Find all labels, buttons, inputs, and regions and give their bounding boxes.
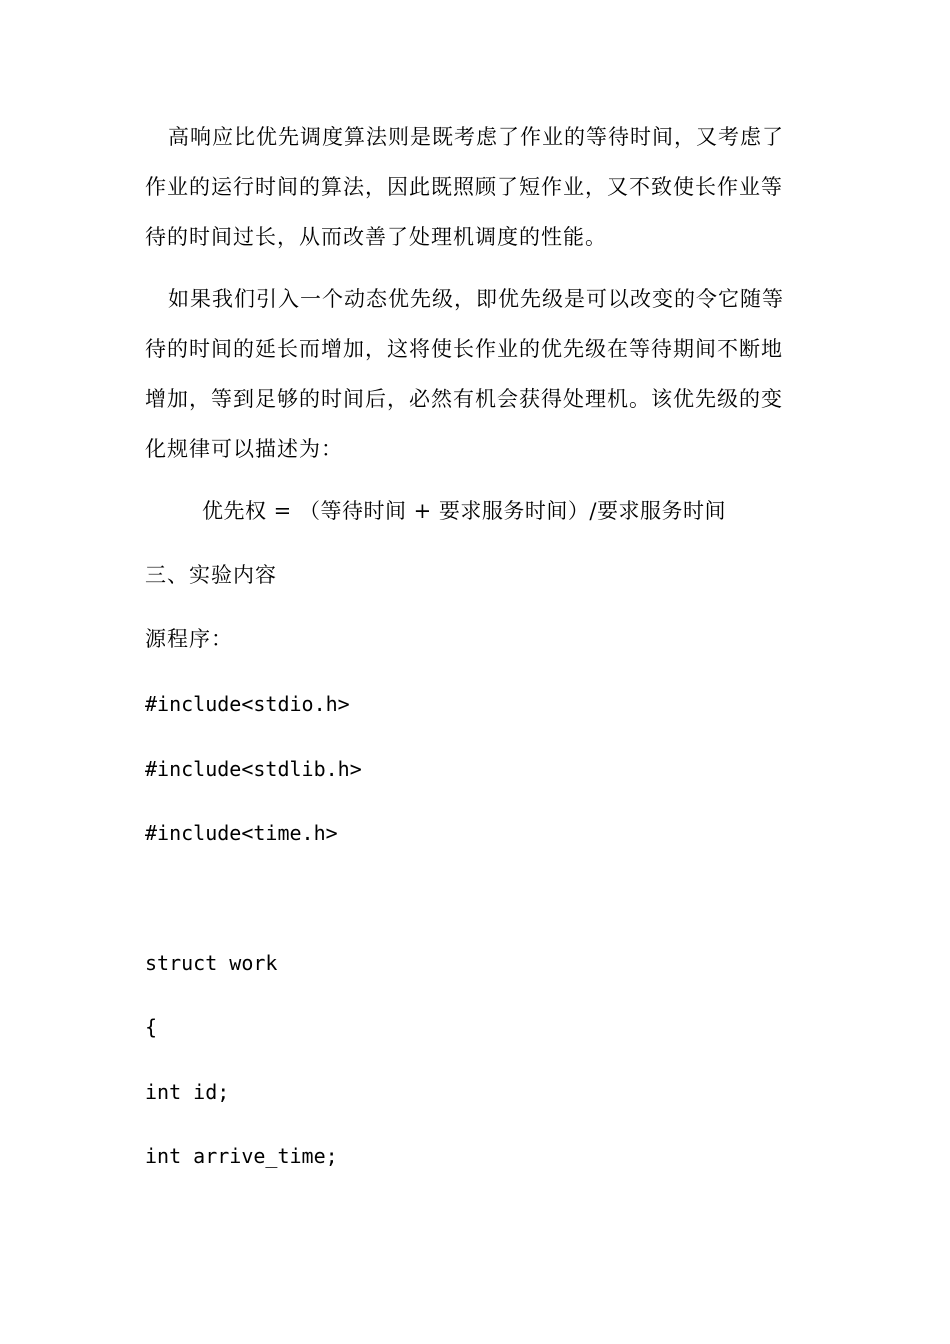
paragraph-2-line-3: 增加，等到足够的时间后，必然有机会获得处理机。该优先级的变 bbox=[145, 387, 783, 411]
code-line-include-stdlib: #include<stdlib.h> bbox=[145, 757, 362, 781]
code-line-include-stdio: #include<stdio.h> bbox=[145, 692, 350, 716]
code-line-struct-work: struct work bbox=[145, 951, 278, 975]
paragraph-2-line-2: 待的时间的延长而增加，这将使长作业的优先级在等待期间不断地 bbox=[145, 337, 783, 361]
paragraph-1-line-1: 高响应比优先调度算法则是既考虑了作业的等待时间，又考虑了 bbox=[168, 125, 784, 149]
code-line-include-time: #include<time.h> bbox=[145, 821, 338, 845]
paragraph-2-line-1: 如果我们引入一个动态优先级，即优先级是可以改变的令它随等 bbox=[168, 287, 784, 311]
code-line-int-id: int id; bbox=[145, 1080, 230, 1104]
code-line-open-brace: { bbox=[145, 1015, 158, 1039]
paragraph-1-line-3: 待的时间过长，从而改善了处理机调度的性能。 bbox=[145, 225, 607, 249]
code-line-int-arrive-time: int arrive_time; bbox=[145, 1144, 338, 1168]
paragraph-2-line-4: 化规律可以描述为： bbox=[145, 437, 343, 461]
paragraph-1-line-2: 作业的运行时间的算法，因此既照顾了短作业，又不致使长作业等 bbox=[145, 175, 783, 199]
source-label: 源程序： bbox=[145, 627, 233, 651]
priority-formula: 优先权 = （等待时间 + 要求服务时间）/要求服务时间 bbox=[202, 499, 726, 523]
section-heading: 三、实验内容 bbox=[145, 563, 277, 587]
